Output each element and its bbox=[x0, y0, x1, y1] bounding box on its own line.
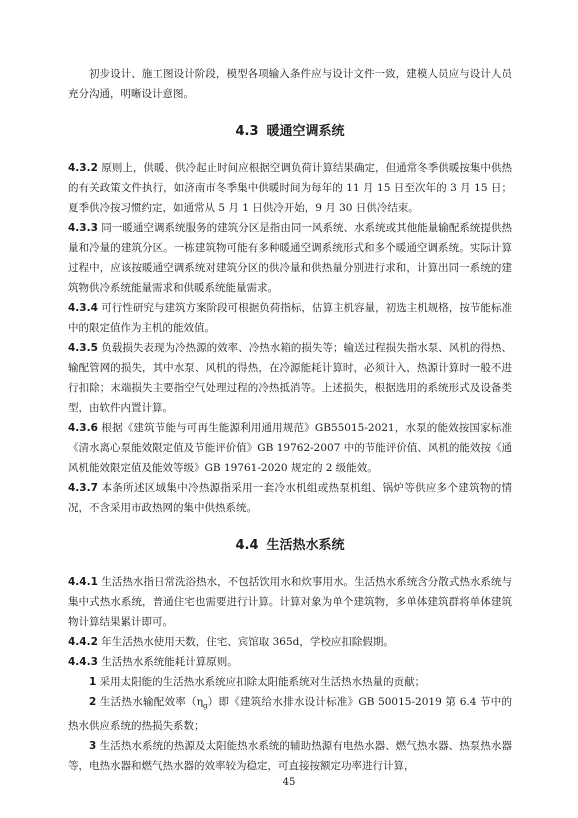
clause-number: 4.3.3 bbox=[68, 222, 98, 234]
section-title: 生活热水系统 bbox=[266, 538, 345, 553]
clause-number: 4.3.4 bbox=[68, 302, 98, 314]
item-text: 生活热水系统的热源及太阳能热水系统的辅助热源有电热水器、燃气热水器、热泵热水器等，电热水器和燃气热水器的效率较为稳定，可直接按额定功率进行计算， bbox=[68, 740, 513, 773]
clause-4-3-6 bbox=[68, 418, 512, 478]
list-item-1 bbox=[68, 672, 512, 692]
clause-number: 4.4.2 bbox=[68, 636, 98, 648]
clause-text: 生活热水指日常洗浴热水，不包括饮用水和炊事用水。生活热水系统含分散式热水系统与集中式热水系统，普通住宅也需要进行计算。计算对象为单个建筑物，多单体建筑群将单体建筑物计算结果累计即可。 bbox=[68, 576, 512, 628]
clause-text: 本条所述区域集中冷热源指采用一套冷水机组或热泵机组、锅炉等供应多个建筑物的情况，不含采用市政热网的集中供热系统。 bbox=[68, 482, 513, 514]
subscript: g bbox=[203, 702, 208, 711]
clause-4-3-2 bbox=[68, 158, 512, 218]
clause-text: 年生活热水使用天数，住宅、宾馆取 365d，学校应扣除假期。 bbox=[101, 636, 394, 648]
section-heading-4-3 bbox=[68, 122, 512, 142]
clause-4-4-2 bbox=[68, 632, 512, 652]
item-text: 生活热水输配效率（η bbox=[99, 696, 204, 708]
item-text: 采用太阳能的生活热水系统应扣除太阳能系统对生活热水热量的贡献； bbox=[99, 676, 426, 688]
clause-number: 4.3.7 bbox=[68, 482, 98, 494]
clause-4-3-5 bbox=[68, 338, 512, 418]
clause-4-3-7 bbox=[68, 478, 512, 518]
clause-4-3-4 bbox=[68, 298, 512, 338]
intro-paragraph: 初步设计、施工图设计阶段，模型各项输入条件应与设计文件一致，建模人员应与设计人员充分沟通，明晰设计意图。 bbox=[68, 68, 512, 100]
clause-4-4-3 bbox=[68, 652, 512, 672]
item-text: ）即《建筑给水排水设计标准》GB 50015-2019 第 6.4 节中的热水供应系统的热损失系数； bbox=[68, 696, 513, 733]
item-number: 2 bbox=[89, 696, 97, 708]
clause-text: 可行性研究与建筑方案阶段可根据负荷指标，估算主机容量，初选主机规格，按节能标准中的限定值作为主机的能效值。 bbox=[68, 302, 512, 334]
list-item-2 bbox=[68, 692, 512, 736]
clause-text: 生活热水系统能耗计算原则。 bbox=[101, 656, 238, 668]
clause-text: 负载损失表现为冷热源的效率、冷热水箱的损失等；输送过程损失指水泵、风机的得热、输配管网的损失，其中水泵、风机的得热，在冷源能耗计算时，必须计入，热源计算时一般不进行扣除；末端损失主要指空气处理过程的冷热抵消等。上述损失，根据选用的系统形式及设备类型，由软件内置计算。 bbox=[68, 342, 512, 414]
section-number: 4.3 bbox=[235, 124, 259, 139]
page-number: 45 bbox=[282, 777, 296, 788]
clause-4-3-3 bbox=[68, 218, 512, 298]
clause-number: 4.4.1 bbox=[68, 576, 98, 588]
item-number: 3 bbox=[89, 740, 97, 753]
section-number: 4.4 bbox=[235, 538, 259, 553]
section-heading-4-4 bbox=[68, 536, 512, 556]
clause-number: 4.3.5 bbox=[68, 342, 98, 354]
clause-text: 原则上，供暖、供冷起止时间应根据空调负荷计算结果确定，但通常冬季供暖按集中供热的有关政策文件执行，如济南市冬季集中供暖时间为每年的 11 月 15 日至次年的 3 月 15 日；夏季供冷按习惯约定，如通常从 5 月 1 日供冷开始，9 月 30 日供冷结束。 bbox=[68, 162, 512, 214]
item-number: 1 bbox=[89, 676, 97, 688]
document-page bbox=[68, 64, 512, 776]
clause-text: 同一暖通空调系统服务的建筑分区是指由同一风系统、水系统或其他能量输配系统提供热量和冷量的建筑分区。一栋建筑物可能有多种暖通空调系统形式和多个暖通空调系统。实际计算过程中，应该按暖通空调系统对建筑分区的供冷量和供热量分别进行求和，计算出同一系统的建筑物供冷系统能量需求和供暖系统能量需求。 bbox=[68, 222, 512, 294]
clause-number: 4.3.2 bbox=[68, 162, 98, 174]
clause-number: 4.3.6 bbox=[68, 422, 98, 434]
clause-number: 4.4.3 bbox=[68, 656, 98, 668]
clause-text: 根据《建筑节能与可再生能源利用通用规范》GB55015-2021，水泵的能效按国家标准《清水离心泵能效限定值及节能评价值》GB 19762-2007 中的节能评价值、风机的能效按《通风机能效限定值及能效等级》GB 19761-2020 规定的 2 级能效。 bbox=[68, 422, 512, 474]
list-item-3 bbox=[68, 736, 512, 776]
clause-4-4-1 bbox=[68, 572, 512, 632]
section-title: 暖通空调系统 bbox=[266, 124, 345, 139]
